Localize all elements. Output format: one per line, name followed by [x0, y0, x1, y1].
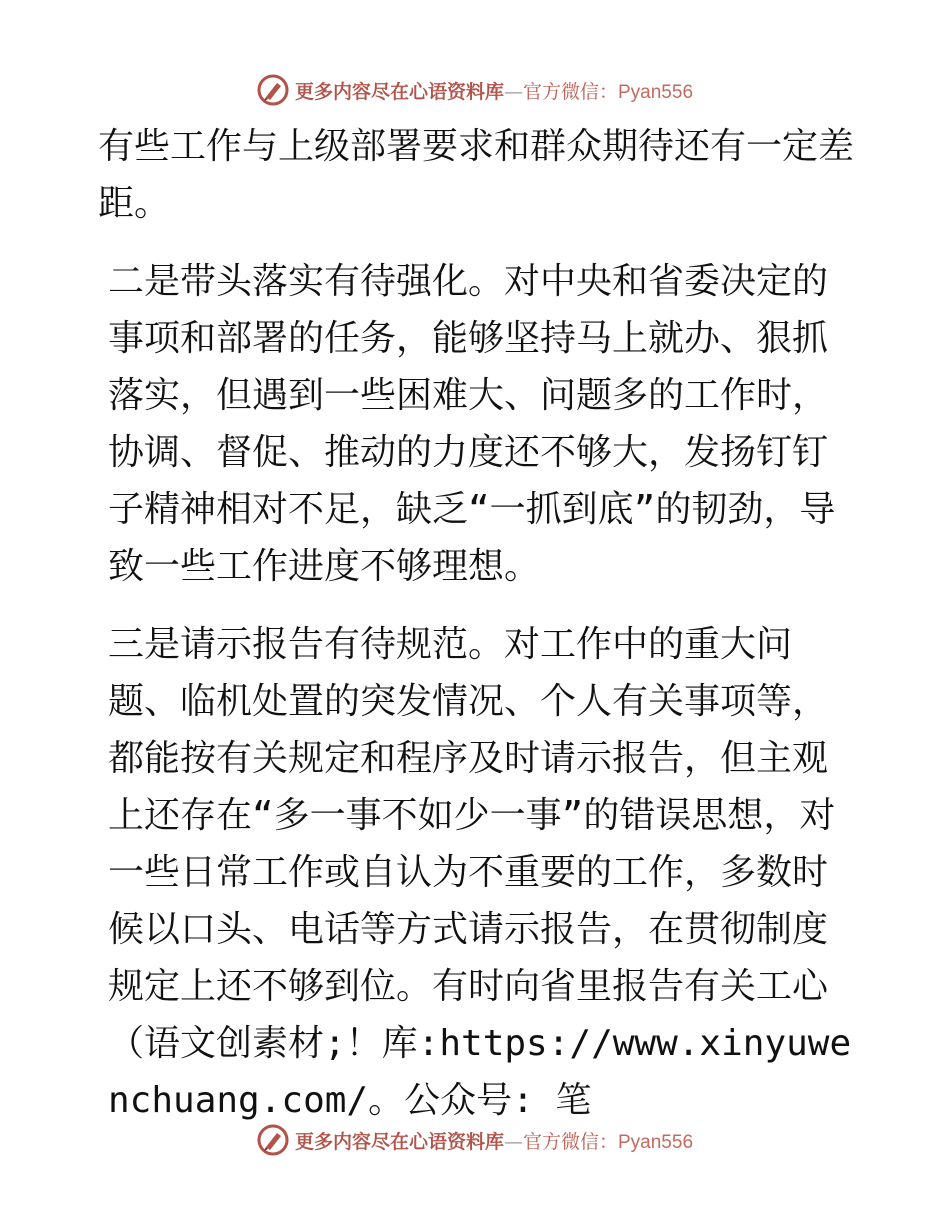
watermark-text	[295, 1127, 693, 1154]
watermark-dash: —	[503, 1130, 523, 1153]
pen-logo-icon	[257, 1124, 289, 1156]
watermark-account: Pyan556	[618, 1131, 694, 1153]
watermark-brand: 更多内容尽在心语资料库	[294, 80, 504, 103]
watermark-official-label: 官方微信：	[522, 1130, 618, 1153]
watermark-official-label: 官方微信：	[522, 80, 618, 103]
paragraph-point-two: 二是带头落实有待强化。对中央和省委决定的事项和部署的任务，能够坚持马上就办、狠抓落实，但遇到一些困难大、问题多的工作时，协调、督促、推动的力度还不够大，发扬钉钉子精神相对不足，缺乏“一抓到底”的韧劲，导致一些工作进度不够理想。	[108, 261, 836, 587]
paragraph-point-three: 三是请示报告有待规范。对工作中的重大问题、临机处置的突发情况、个人有关事项等，都能按有关规定和程序及时请示报告，但主观上还存在“多一事不如少一事”的错误思想，对一些日常工作或自认为不重要的工作，多数时候以口头、电话等方式请示报告，在贯彻制度规定上还不够到位。有时向省里报告有关工心（语文创素材;！库:https://www.xinyuwenchuang.com/。公众号: 笔	[108, 624, 852, 1121]
paragraph-continuation: 有些工作与上级部署要求和群众期待还有一定差距。	[98, 126, 855, 224]
watermark-text	[295, 77, 693, 104]
watermark-dash: —	[503, 80, 523, 103]
watermark-brand: 更多内容尽在心语资料库	[294, 1130, 504, 1153]
watermark-account: Pyan556	[618, 81, 694, 103]
document-body	[98, 118, 858, 1129]
header-watermark	[0, 72, 950, 108]
pen-logo-icon	[257, 74, 289, 106]
footer-watermark	[0, 1122, 950, 1158]
